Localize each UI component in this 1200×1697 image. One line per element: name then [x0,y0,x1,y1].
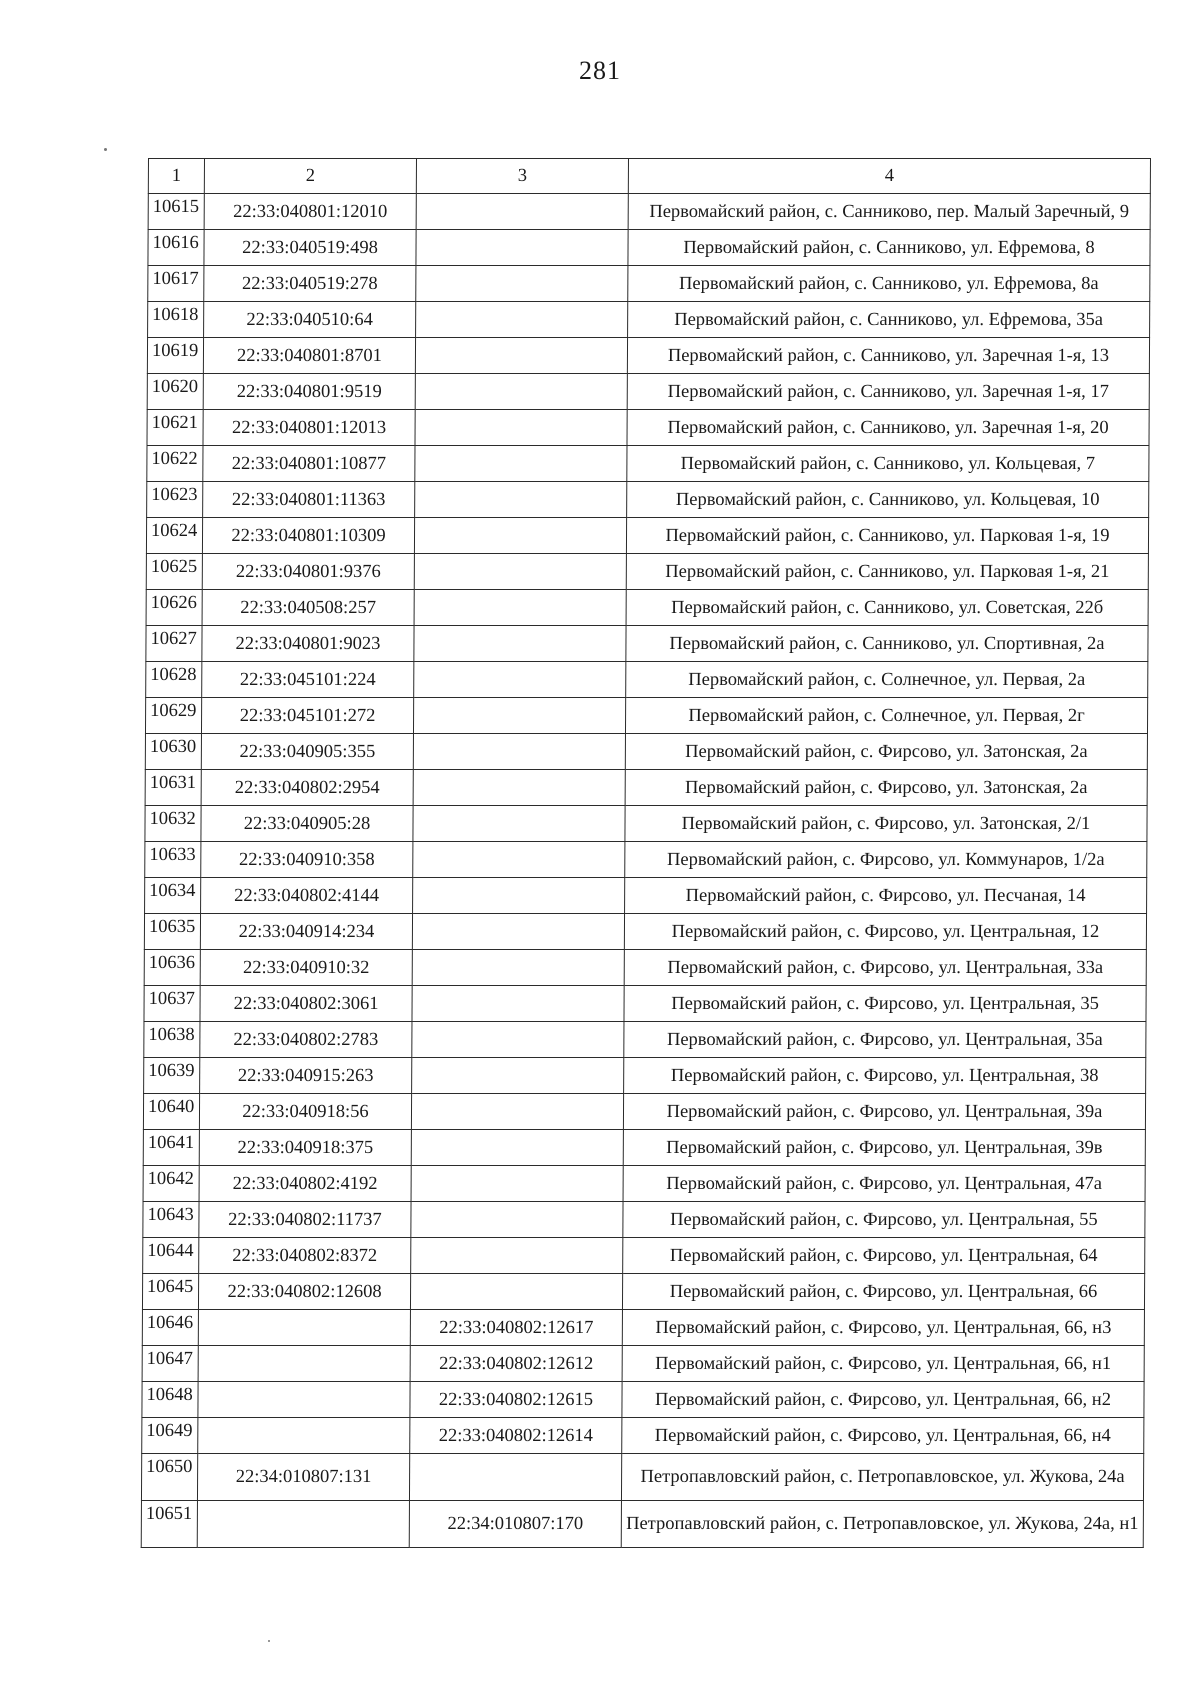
cadastral-number-alt-cell: 22:34:010807:170 [409,1501,621,1548]
table-row [144,914,1146,950]
cadastral-number-alt-cell: 22:33:040802:12612 [410,1346,622,1382]
address-cell: Первомайский район, с. Санниково, ул. Заречная 1-я, 20 [627,410,1149,446]
cadastral-number-alt-cell [409,1454,621,1501]
table-row [144,1058,1146,1094]
row-number-cell: 10648 [142,1382,198,1418]
column-header-2: 2 [204,159,416,194]
cadastral-number-alt-cell [416,302,628,338]
cadastral-number-alt-cell [412,1022,624,1058]
address-cell: Первомайский район, с. Фирсово, ул. Центральная, 55 [623,1202,1145,1238]
row-number-cell: 10646 [142,1310,198,1346]
cadastral-number-cell: 22:33:040801:12013 [203,410,415,446]
row-number-cell: 10630 [145,734,201,770]
row-number-cell: 10645 [142,1274,198,1310]
table-row [143,1238,1145,1274]
cadastral-number-cell [197,1501,409,1548]
cadastral-number-alt-cell [414,662,626,698]
table-row [144,950,1146,986]
cadastral-number-alt-cell [416,266,628,302]
table-row [141,1454,1143,1501]
cadastral-number-alt-cell [412,986,624,1022]
cadastral-number-alt-cell [413,770,625,806]
cadastral-number-alt-cell [413,734,625,770]
column-header-3: 3 [416,159,628,194]
address-cell: Первомайский район, с. Фирсово, ул. Центральная, 39а [623,1094,1145,1130]
address-cell: Первомайский район, с. Санниково, ул. Ефремова, 8а [628,266,1150,302]
cadastral-number-cell: 22:33:040914:234 [200,914,412,950]
cadastral-number-cell [198,1418,410,1454]
scan-speck [268,1640,270,1642]
registry-table [141,158,1151,1548]
cadastral-number-alt-cell [414,590,626,626]
row-number-cell: 10640 [143,1094,199,1130]
cadastral-number-cell [198,1310,410,1346]
address-cell: Первомайский район, с. Фирсово, ул. Центральная, 66, н2 [622,1382,1144,1418]
address-cell: Первомайский район, с. Фирсово, ул. Центральная, 64 [623,1238,1145,1274]
table-row [146,590,1148,626]
address-cell: Первомайский район, с. Фирсово, ул. Центральная, 66, н4 [622,1418,1144,1454]
table-row [148,194,1150,230]
row-number-cell: 10633 [145,842,201,878]
row-number-cell: 10647 [142,1346,198,1382]
column-header-4: 4 [628,159,1150,194]
cadastral-number-alt-cell [412,914,624,950]
cadastral-number-alt-cell [416,230,628,266]
address-cell: Первомайский район, с. Фирсово, ул. Центральная, 39в [623,1130,1145,1166]
cadastral-number-cell: 22:33:040915:263 [200,1058,412,1094]
cadastral-number-cell [198,1382,410,1418]
table-row [147,338,1149,374]
cadastral-number-cell: 22:33:040801:9023 [202,626,414,662]
address-cell: Первомайский район, с. Солнечное, ул. Первая, 2а [626,662,1148,698]
row-number-cell: 10615 [148,194,204,230]
cadastral-number-alt-cell [411,1094,623,1130]
row-number-cell: 10650 [141,1454,197,1501]
cadastral-number-alt-cell: 22:33:040802:12614 [410,1418,622,1454]
address-cell: Первомайский район, с. Санниково, ул. Кольцевая, 7 [627,446,1149,482]
row-number-cell: 10618 [148,302,204,338]
address-cell: Первомайский район, с. Фирсово, ул. Центральная, 47а [623,1166,1145,1202]
table-row [145,698,1147,734]
table-row [147,374,1149,410]
cadastral-number-alt-cell: 22:33:040802:12615 [410,1382,622,1418]
cadastral-number-cell: 22:33:040802:4192 [199,1166,411,1202]
address-cell: Первомайский район, с. Санниково, ул. Заречная 1-я, 17 [627,374,1149,410]
address-cell: Первомайский район, с. Фирсово, ул. Центральная, 12 [624,914,1146,950]
cadastral-number-cell: 22:33:040519:498 [204,230,416,266]
address-cell: Первомайский район, с. Солнечное, ул. Первая, 2г [625,698,1147,734]
cadastral-number-cell: 22:33:040801:12010 [204,194,416,230]
cadastral-number-alt-cell [415,482,627,518]
row-number-cell: 10631 [145,770,201,806]
cadastral-number-cell: 22:33:040910:32 [200,950,412,986]
table-row [148,230,1150,266]
cadastral-number-alt-cell [411,1166,623,1202]
cadastral-number-cell: 22:33:040508:257 [202,590,414,626]
table-row [142,1382,1144,1418]
address-cell: Первомайский район, с. Санниково, ул. Кольцевая, 10 [627,482,1149,518]
address-cell: Первомайский район, с. Санниково, ул. Спортивная, 2а [626,626,1148,662]
page-number: 281 [579,56,621,85]
address-cell: Первомайский район, с. Санниково, ул. Ефремова, 8 [628,230,1150,266]
row-number-cell: 10624 [146,518,202,554]
row-number-cell: 10625 [146,554,202,590]
table-row [142,1274,1144,1310]
row-number-cell: 10621 [147,410,203,446]
table-row [148,266,1150,302]
cadastral-number-alt-cell [415,446,627,482]
address-cell: Первомайский район, с. Санниково, ул. Парковая 1-я, 19 [626,518,1148,554]
row-number-cell: 10623 [147,482,203,518]
row-number-cell: 10622 [147,446,203,482]
row-number-cell: 10641 [143,1130,199,1166]
cadastral-number-alt-cell [415,338,627,374]
cadastral-number-alt-cell [411,1202,623,1238]
cadastral-number-cell: 22:33:045101:272 [201,698,413,734]
cadastral-number-cell: 22:33:040801:11363 [203,482,415,518]
table-row [147,482,1149,518]
cadastral-number-alt-cell [415,410,627,446]
cadastral-number-cell: 22:33:040905:355 [201,734,413,770]
address-cell: Первомайский район, с. Фирсово, ул. Затонская, 2а [625,734,1147,770]
address-cell: Первомайский район, с. Санниково, ул. Ефремова, 35а [628,302,1150,338]
address-cell: Первомайский район, с. Фирсово, ул. Центральная, 66, н3 [622,1310,1144,1346]
registry-body [141,194,1150,1548]
cadastral-number-alt-cell [416,194,628,230]
table-row [141,1501,1143,1548]
cadastral-number-alt-cell [411,1238,623,1274]
cadastral-number-cell: 22:33:040802:4144 [201,878,413,914]
cadastral-number-cell: 22:33:040801:10309 [202,518,414,554]
cadastral-number-cell: 22:33:040910:358 [201,842,413,878]
table-row [143,1202,1145,1238]
row-number-cell: 10649 [142,1418,198,1454]
row-number-cell: 10619 [147,338,203,374]
cadastral-number-cell: 22:33:040905:28 [201,806,413,842]
row-number-cell: 10632 [145,806,201,842]
cadastral-number-alt-cell [414,554,626,590]
cadastral-number-cell: 22:34:010807:131 [197,1454,409,1501]
row-number-cell: 10616 [148,230,204,266]
cadastral-number-alt-cell [413,878,625,914]
row-number-cell: 10626 [146,590,202,626]
cadastral-number-cell: 22:33:040918:375 [199,1130,411,1166]
cadastral-number-cell: 22:33:040802:12608 [198,1274,410,1310]
table-row [142,1418,1144,1454]
address-cell: Первомайский район, с. Фирсово, ул. Центральная, 66, н1 [622,1346,1144,1382]
cadastral-number-alt-cell [412,950,624,986]
cadastral-number-cell: 22:33:040801:8701 [203,338,415,374]
cadastral-number-alt-cell [413,842,625,878]
table-row [145,770,1147,806]
row-number-cell: 10637 [144,986,200,1022]
cadastral-number-alt-cell [415,374,627,410]
table-row [144,1022,1146,1058]
row-number-cell: 10636 [144,950,200,986]
table-row [146,626,1148,662]
cadastral-number-cell [198,1346,410,1382]
row-number-cell: 10638 [144,1022,200,1058]
row-number-cell: 10629 [145,698,201,734]
cadastral-number-alt-cell [412,1058,624,1094]
address-cell: Первомайский район, с. Фирсово, ул. Центральная, 35 [624,986,1146,1022]
row-number-cell: 10627 [146,626,202,662]
table-row [142,1310,1144,1346]
cadastral-number-cell: 22:33:040802:11737 [199,1202,411,1238]
address-cell: Петропавловский район, с. Петропавловское, ул. Жукова, 24а [621,1454,1143,1501]
cadastral-number-alt-cell [411,1130,623,1166]
address-cell: Первомайский район, с. Санниково, пер. Малый Заречный, 9 [628,194,1150,230]
cadastral-number-cell: 22:33:040802:2783 [200,1022,412,1058]
cadastral-number-alt-cell [410,1274,622,1310]
row-number-cell: 10651 [141,1501,197,1548]
table-row [146,662,1148,698]
address-cell: Первомайский район, с. Фирсово, ул. Центральная, 38 [624,1058,1146,1094]
header-row [148,159,1150,194]
row-number-cell: 10642 [143,1166,199,1202]
address-cell: Первомайский район, с. Санниково, ул. Заречная 1-я, 13 [627,338,1149,374]
cadastral-number-cell: 22:33:040801:9519 [203,374,415,410]
column-header-1: 1 [148,159,204,194]
row-number-cell: 10628 [146,662,202,698]
address-cell: Первомайский район, с. Фирсово, ул. Центральная, 35а [624,1022,1146,1058]
cadastral-number-cell: 22:33:040918:56 [199,1094,411,1130]
table-row [143,1166,1145,1202]
address-cell: Петропавловский район, с. Петропавловское, ул. Жукова, 24а, н1 [621,1501,1143,1548]
cadastral-number-cell: 22:33:040510:64 [204,302,416,338]
cadastral-number-alt-cell [414,626,626,662]
row-number-cell: 10617 [148,266,204,302]
row-number-cell: 10634 [145,878,201,914]
table-row [145,842,1147,878]
cadastral-number-alt-cell [413,806,625,842]
table-row [146,518,1148,554]
address-cell: Первомайский район, с. Фирсово, ул. Центральная, 66 [622,1274,1144,1310]
table-row [145,806,1147,842]
cadastral-number-alt-cell: 22:33:040802:12617 [410,1310,622,1346]
table-row [148,302,1150,338]
cadastral-number-cell: 22:33:040802:8372 [199,1238,411,1274]
address-cell: Первомайский район, с. Санниково, ул. Парковая 1-я, 21 [626,554,1148,590]
address-cell: Первомайский район, с. Фирсово, ул. Коммунаров, 1/2а [625,842,1147,878]
cadastral-number-cell: 22:33:040802:3061 [200,986,412,1022]
cadastral-number-cell: 22:33:040519:278 [204,266,416,302]
scan-speck [104,148,107,151]
row-number-cell: 10635 [144,914,200,950]
cadastral-number-cell: 22:33:045101:224 [202,662,414,698]
cadastral-number-alt-cell [414,518,626,554]
cadastral-number-cell: 22:33:040802:2954 [201,770,413,806]
table-row [145,878,1147,914]
address-cell: Первомайский район, с. Фирсово, ул. Песчаная, 14 [625,878,1147,914]
table-row [143,1130,1145,1166]
table-row [147,446,1149,482]
table-row [143,1094,1145,1130]
cadastral-number-cell: 22:33:040801:9376 [202,554,414,590]
row-number-cell: 10644 [143,1238,199,1274]
address-cell: Первомайский район, с. Фирсово, ул. Центральная, 33а [624,950,1146,986]
row-number-cell: 10639 [144,1058,200,1094]
address-cell: Первомайский район, с. Фирсово, ул. Затонская, 2/1 [625,806,1147,842]
row-number-cell: 10643 [143,1202,199,1238]
table-row [147,410,1149,446]
row-number-cell: 10620 [147,374,203,410]
table-row [145,734,1147,770]
address-cell: Первомайский район, с. Санниково, ул. Советская, 22б [626,590,1148,626]
table-row [146,554,1148,590]
table-row [142,1346,1144,1382]
address-cell: Первомайский район, с. Фирсово, ул. Затонская, 2а [625,770,1147,806]
cadastral-number-alt-cell [413,698,625,734]
cadastral-number-cell: 22:33:040801:10877 [203,446,415,482]
table-row [144,986,1146,1022]
